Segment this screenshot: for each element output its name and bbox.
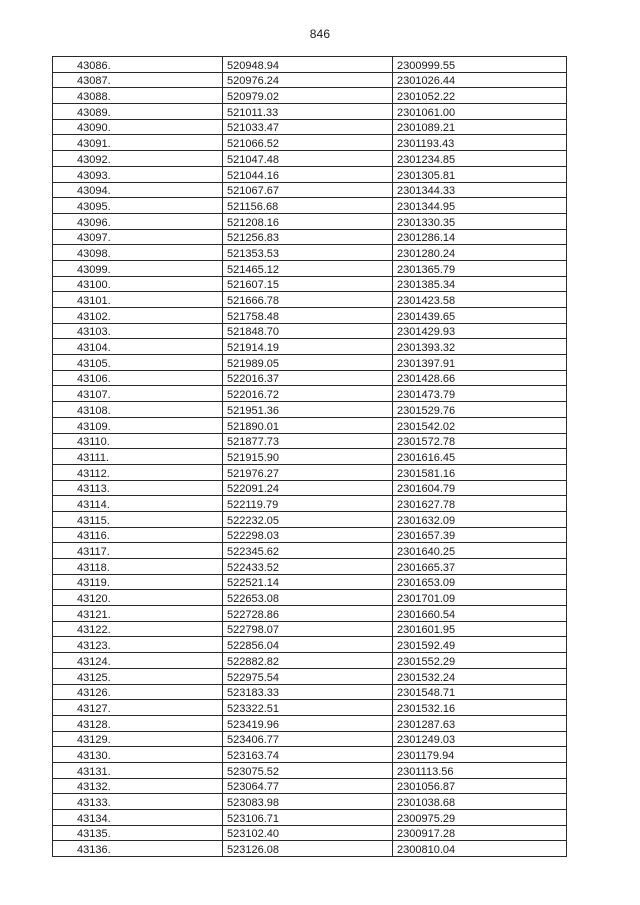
point-index-cell: 43131.: [53, 762, 223, 778]
y-coordinate-cell: 2301052.22: [393, 88, 567, 104]
point-index-cell: 43087.: [53, 72, 223, 88]
table-row: [53, 229, 567, 245]
table-row: [53, 198, 567, 214]
table-row: [53, 841, 567, 857]
y-coordinate-cell: 2301056.87: [393, 778, 567, 794]
point-index-cell: 43112.: [53, 464, 223, 480]
x-coordinate-cell: 522882.82: [223, 653, 393, 669]
x-coordinate-cell: 523064.77: [223, 778, 393, 794]
point-index-cell: 43113.: [53, 480, 223, 496]
table-row: [53, 323, 567, 339]
table-row: [53, 637, 567, 653]
x-coordinate-cell: 521047.48: [223, 151, 393, 167]
x-coordinate-cell: 522975.54: [223, 668, 393, 684]
page-number: 846: [309, 27, 331, 41]
y-coordinate-cell: 2301179.94: [393, 747, 567, 763]
y-coordinate-cell: 2301089.21: [393, 119, 567, 135]
table-row: [53, 370, 567, 386]
y-coordinate-cell: 2301653.09: [393, 574, 567, 590]
point-index-cell: 43094.: [53, 182, 223, 198]
x-coordinate-cell: 522119.79: [223, 496, 393, 512]
x-coordinate-cell: 521353.53: [223, 245, 393, 261]
x-coordinate-cell: 521890.01: [223, 417, 393, 433]
point-index-cell: 43108.: [53, 402, 223, 418]
y-coordinate-cell: 2301552.29: [393, 653, 567, 669]
table-row: [53, 433, 567, 449]
y-coordinate-cell: 2301344.95: [393, 198, 567, 214]
point-index-cell: 43099.: [53, 260, 223, 276]
y-coordinate-cell: 2301038.68: [393, 794, 567, 810]
table-row: [53, 276, 567, 292]
y-coordinate-cell: 2301640.25: [393, 543, 567, 559]
table-row: [53, 762, 567, 778]
table-row: [53, 825, 567, 841]
x-coordinate-cell: 522298.03: [223, 527, 393, 543]
x-coordinate-cell: 521011.33: [223, 104, 393, 120]
x-coordinate-cell: 522091.24: [223, 480, 393, 496]
x-coordinate-cell: 521033.47: [223, 119, 393, 135]
y-coordinate-cell: 2301423.58: [393, 292, 567, 308]
x-coordinate-cell: 521915.90: [223, 449, 393, 465]
y-coordinate-cell: 2301532.16: [393, 700, 567, 716]
table-row: [53, 496, 567, 512]
y-coordinate-cell: 2301344.33: [393, 182, 567, 198]
point-index-cell: 43130.: [53, 747, 223, 763]
x-coordinate-cell: 522016.72: [223, 386, 393, 402]
point-index-cell: 43103.: [53, 323, 223, 339]
point-index-cell: 43093.: [53, 166, 223, 182]
x-coordinate-cell: 521976.27: [223, 464, 393, 480]
y-coordinate-cell: 2301305.81: [393, 166, 567, 182]
point-index-cell: 43109.: [53, 417, 223, 433]
table-row: [53, 151, 567, 167]
table-row: [53, 88, 567, 104]
table-row: [53, 590, 567, 606]
coordinates-table: [52, 56, 567, 857]
x-coordinate-cell: 522856.04: [223, 637, 393, 653]
x-coordinate-cell: 523419.96: [223, 715, 393, 731]
y-coordinate-cell: 2301429.93: [393, 323, 567, 339]
table-row: [53, 386, 567, 402]
point-index-cell: 43123.: [53, 637, 223, 653]
point-index-cell: 43117.: [53, 543, 223, 559]
table-row: [53, 621, 567, 637]
point-index-cell: 43119.: [53, 574, 223, 590]
table-row: [53, 559, 567, 575]
x-coordinate-cell: 521066.52: [223, 135, 393, 151]
table-row: [53, 700, 567, 716]
point-index-cell: 43135.: [53, 825, 223, 841]
y-coordinate-cell: 2301385.34: [393, 276, 567, 292]
x-coordinate-cell: 523102.40: [223, 825, 393, 841]
table-row: [53, 653, 567, 669]
y-coordinate-cell: 2301604.79: [393, 480, 567, 496]
table-row: [53, 778, 567, 794]
x-coordinate-cell: 523126.08: [223, 841, 393, 857]
x-coordinate-cell: 521666.78: [223, 292, 393, 308]
y-coordinate-cell: 2301592.49: [393, 637, 567, 653]
table-row: [53, 57, 567, 73]
x-coordinate-cell: 521758.48: [223, 308, 393, 324]
y-coordinate-cell: 2301439.65: [393, 308, 567, 324]
table-row: [53, 527, 567, 543]
point-index-cell: 43115.: [53, 511, 223, 527]
x-coordinate-cell: 522798.07: [223, 621, 393, 637]
table-row: [53, 480, 567, 496]
x-coordinate-cell: 523183.33: [223, 684, 393, 700]
table-row: [53, 135, 567, 151]
table-row: [53, 213, 567, 229]
table-row: [53, 574, 567, 590]
table-row: [53, 166, 567, 182]
point-index-cell: 43125.: [53, 668, 223, 684]
point-index-cell: 43122.: [53, 621, 223, 637]
table-row: [53, 794, 567, 810]
point-index-cell: 43106.: [53, 370, 223, 386]
point-index-cell: 43095.: [53, 198, 223, 214]
point-index-cell: 43128.: [53, 715, 223, 731]
x-coordinate-cell: 522728.86: [223, 606, 393, 622]
table-row: [53, 543, 567, 559]
table-row: [53, 731, 567, 747]
table-body: [53, 57, 567, 857]
y-coordinate-cell: 2301428.66: [393, 370, 567, 386]
table-row: [53, 72, 567, 88]
y-coordinate-cell: 2300999.55: [393, 57, 567, 73]
y-coordinate-cell: 2301632.09: [393, 511, 567, 527]
point-index-cell: 43088.: [53, 88, 223, 104]
y-coordinate-cell: 2301026.44: [393, 72, 567, 88]
x-coordinate-cell: 521914.19: [223, 339, 393, 355]
y-coordinate-cell: 2301397.91: [393, 355, 567, 371]
x-coordinate-cell: 523083.98: [223, 794, 393, 810]
table-row: [53, 355, 567, 371]
x-coordinate-cell: 520976.24: [223, 72, 393, 88]
y-coordinate-cell: 2301601.95: [393, 621, 567, 637]
y-coordinate-cell: 2300975.29: [393, 810, 567, 826]
x-coordinate-cell: 521044.16: [223, 166, 393, 182]
table-row: [53, 339, 567, 355]
table-row: [53, 668, 567, 684]
y-coordinate-cell: 2300810.04: [393, 841, 567, 857]
point-index-cell: 43136.: [53, 841, 223, 857]
point-index-cell: 43126.: [53, 684, 223, 700]
table-row: [53, 606, 567, 622]
y-coordinate-cell: 2301280.24: [393, 245, 567, 261]
point-index-cell: 43114.: [53, 496, 223, 512]
point-index-cell: 43134.: [53, 810, 223, 826]
x-coordinate-cell: 521208.16: [223, 213, 393, 229]
point-index-cell: 43092.: [53, 151, 223, 167]
table-row: [53, 464, 567, 480]
x-coordinate-cell: 521156.68: [223, 198, 393, 214]
table-row: [53, 747, 567, 763]
point-index-cell: 43129.: [53, 731, 223, 747]
point-index-cell: 43110.: [53, 433, 223, 449]
y-coordinate-cell: 2300917.28: [393, 825, 567, 841]
table-row: [53, 245, 567, 261]
y-coordinate-cell: 2301113.56: [393, 762, 567, 778]
x-coordinate-cell: 523406.77: [223, 731, 393, 747]
point-index-cell: 43098.: [53, 245, 223, 261]
y-coordinate-cell: 2301572.78: [393, 433, 567, 449]
point-index-cell: 43104.: [53, 339, 223, 355]
table-row: [53, 119, 567, 135]
y-coordinate-cell: 2301581.16: [393, 464, 567, 480]
y-coordinate-cell: 2301330.35: [393, 213, 567, 229]
x-coordinate-cell: 522521.14: [223, 574, 393, 590]
point-index-cell: 43132.: [53, 778, 223, 794]
table-row: [53, 810, 567, 826]
table-row: [53, 292, 567, 308]
y-coordinate-cell: 2301660.54: [393, 606, 567, 622]
y-coordinate-cell: 2301193.43: [393, 135, 567, 151]
x-coordinate-cell: 523322.51: [223, 700, 393, 716]
point-index-cell: 43105.: [53, 355, 223, 371]
point-index-cell: 43107.: [53, 386, 223, 402]
x-coordinate-cell: 521256.83: [223, 229, 393, 245]
point-index-cell: 43127.: [53, 700, 223, 716]
table-row: [53, 402, 567, 418]
y-coordinate-cell: 2301529.76: [393, 402, 567, 418]
table-row: [53, 308, 567, 324]
x-coordinate-cell: 522016.37: [223, 370, 393, 386]
x-coordinate-cell: 521067.67: [223, 182, 393, 198]
point-index-cell: 43097.: [53, 229, 223, 245]
y-coordinate-cell: 2301548.71: [393, 684, 567, 700]
x-coordinate-cell: 522345.62: [223, 543, 393, 559]
x-coordinate-cell: 520948.94: [223, 57, 393, 73]
x-coordinate-cell: 522232.05: [223, 511, 393, 527]
x-coordinate-cell: 521848.70: [223, 323, 393, 339]
y-coordinate-cell: 2301393.32: [393, 339, 567, 355]
table-row: [53, 417, 567, 433]
x-coordinate-cell: 523075.52: [223, 762, 393, 778]
table-row: [53, 260, 567, 276]
point-index-cell: 43116.: [53, 527, 223, 543]
point-index-cell: 43121.: [53, 606, 223, 622]
x-coordinate-cell: 521951.36: [223, 402, 393, 418]
x-coordinate-cell: 523106.71: [223, 810, 393, 826]
x-coordinate-cell: 521989.05: [223, 355, 393, 371]
point-index-cell: 43086.: [53, 57, 223, 73]
table-row: [53, 449, 567, 465]
x-coordinate-cell: 521877.73: [223, 433, 393, 449]
table-row: [53, 715, 567, 731]
y-coordinate-cell: 2301616.45: [393, 449, 567, 465]
point-index-cell: 43089.: [53, 104, 223, 120]
y-coordinate-cell: 2301665.37: [393, 559, 567, 575]
y-coordinate-cell: 2301249.03: [393, 731, 567, 747]
table-row: [53, 104, 567, 120]
x-coordinate-cell: 520979.02: [223, 88, 393, 104]
table-row: [53, 684, 567, 700]
x-coordinate-cell: 522653.08: [223, 590, 393, 606]
y-coordinate-cell: 2301657.39: [393, 527, 567, 543]
table-row: [53, 182, 567, 198]
y-coordinate-cell: 2301542.02: [393, 417, 567, 433]
y-coordinate-cell: 2301234.85: [393, 151, 567, 167]
point-index-cell: 43120.: [53, 590, 223, 606]
point-index-cell: 43090.: [53, 119, 223, 135]
y-coordinate-cell: 2301061.00: [393, 104, 567, 120]
y-coordinate-cell: 2301365.79: [393, 260, 567, 276]
y-coordinate-cell: 2301286.14: [393, 229, 567, 245]
point-index-cell: 43101.: [53, 292, 223, 308]
x-coordinate-cell: 521607.15: [223, 276, 393, 292]
x-coordinate-cell: 521465.12: [223, 260, 393, 276]
x-coordinate-cell: 523163.74: [223, 747, 393, 763]
y-coordinate-cell: 2301627.78: [393, 496, 567, 512]
point-index-cell: 43118.: [53, 559, 223, 575]
y-coordinate-cell: 2301287.63: [393, 715, 567, 731]
point-index-cell: 43096.: [53, 213, 223, 229]
y-coordinate-cell: 2301473.79: [393, 386, 567, 402]
y-coordinate-cell: 2301701.09: [393, 590, 567, 606]
point-index-cell: 43091.: [53, 135, 223, 151]
point-index-cell: 43102.: [53, 308, 223, 324]
y-coordinate-cell: 2301532.24: [393, 668, 567, 684]
x-coordinate-cell: 522433.52: [223, 559, 393, 575]
point-index-cell: 43124.: [53, 653, 223, 669]
point-index-cell: 43111.: [53, 449, 223, 465]
point-index-cell: 43100.: [53, 276, 223, 292]
point-index-cell: 43133.: [53, 794, 223, 810]
table-row: [53, 511, 567, 527]
